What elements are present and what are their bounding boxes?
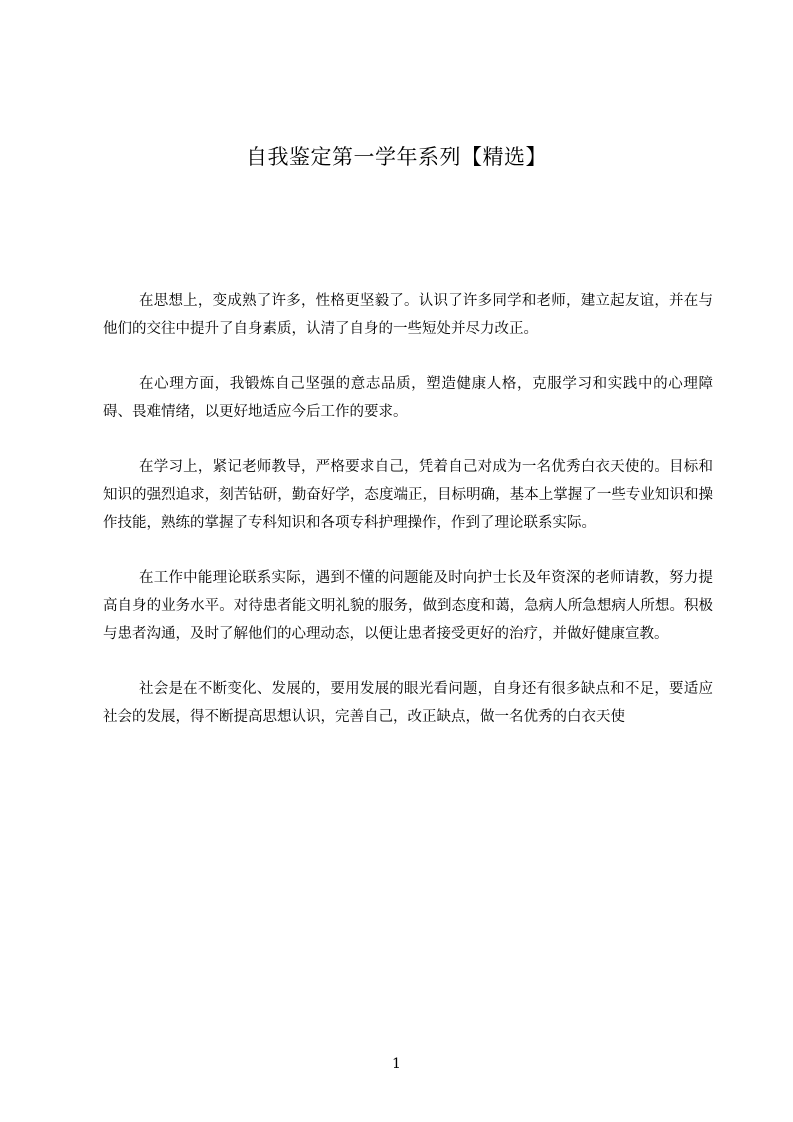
paragraph-work: 在工作中能理论联系实际，遇到不懂的问题能及时向护士长及年资深的老师请教，努力提高自身的业务水平。对待患者能文明礼貌的服务，做到态度和蔼，急病人所急想病人所想。积极与患者沟通，及时了解他们的心理动态，以便让患者接受更好的治疗，并做好健康宣教。: [103, 570, 713, 642]
paragraph-psychology: 在心理方面，我锻炼自己坚强的意志品质，塑造健康人格，克服学习和实践中的心理障碍、畏难情绪，以更好地适应今后工作的要求。: [103, 376, 713, 420]
paragraph-thought: 在思想上，变成熟了许多，性格更坚毅了。认识了许多同学和老师，建立起友谊，并在与他们的交往中提升了自身素质，认清了自身的一些短处并尽力改正。: [103, 293, 713, 337]
document-title: 自我鉴定第一学年系列【精选】: [246, 145, 547, 169]
paragraph-study: 在学习上，紧记老师教导，严格要求自己，凭着自己对成为一名优秀白衣天使的。目标和知识的强烈追求，刻苦钻研，勤奋好学，态度端正，目标明确，基本上掌握了一些专业知识和操作技能，熟练的掌握了专科知识和各项专科护理操作，作到了理论联系实际。: [103, 459, 713, 531]
document-body: [103, 287, 713, 758]
page-number: 1: [392, 1056, 401, 1072]
paragraph-society: 社会是在不断变化、发展的，要用发展的眼光看问题，自身还有很多缺点和不足，要适应社会的发展，得不断提高思想认识，完善自己，改正缺点，做一名优秀的白衣天使: [103, 681, 713, 725]
